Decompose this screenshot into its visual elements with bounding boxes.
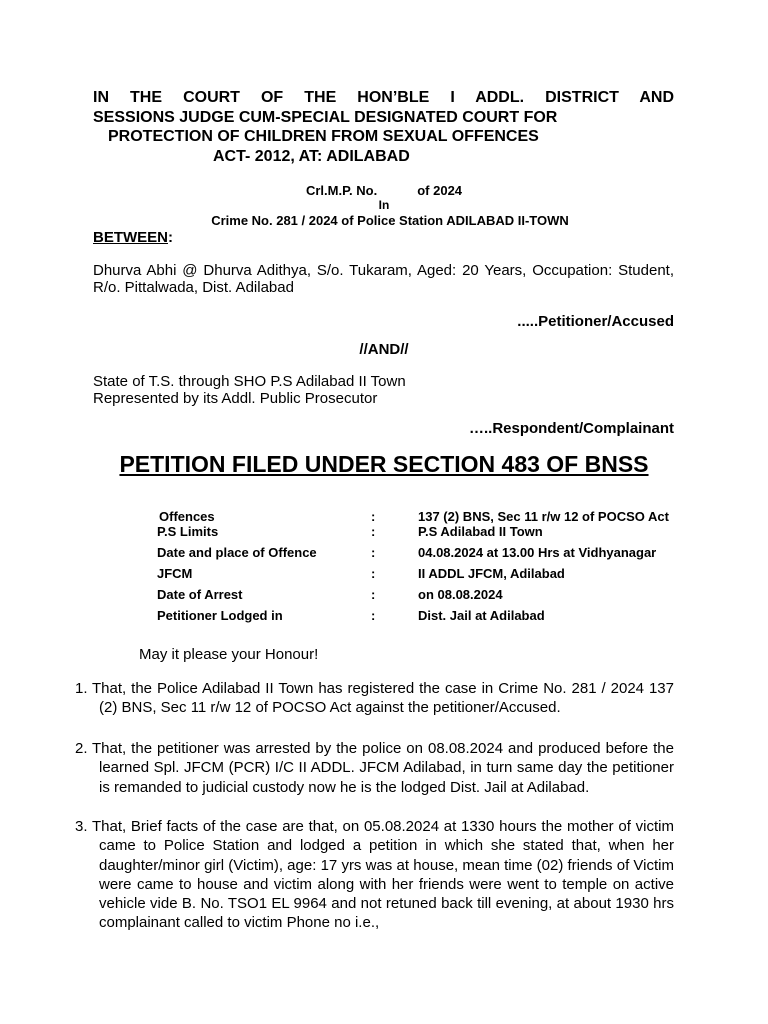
crlmp-year: of 2024	[417, 183, 463, 198]
between-heading	[93, 229, 173, 247]
between-label: BETWEEN	[93, 229, 168, 246]
respondent-line: Represented by its Addl. Public Prosecutor	[93, 390, 378, 407]
and-separator: //AND//	[359, 341, 409, 358]
details-label: JFCM	[157, 566, 193, 581]
respondent-label: …..Respondent/Complainant	[468, 420, 674, 437]
paragraph-text: That, the petitioner was arrested by the police on 08.08.2024 and produced before the learned Spl. JFCM (PCR) I/C II ADDL. JFCM Adilabad, in turn same day the petitioner is remanded to judicial custody now he is the lodged Dist. Jail at Adilabad.	[92, 740, 674, 796]
petition-heading: PETITION FILED UNDER SECTION 483 OF BNSS	[119, 451, 649, 477]
paragraph-text: That, the Police Adilabad II Town has registered the case in Crime No. 281 / 2024 137 (2) BNS, Sec 11 r/w 12 of POCSO Act against the petitioner/Accused.	[92, 680, 674, 717]
details-row-date-place	[0, 544, 768, 561]
details-value: P.S Adilabad II Town	[418, 524, 543, 539]
details-colon: :	[371, 509, 376, 524]
details-row-arrest	[0, 586, 768, 603]
case-number-line	[0, 183, 768, 198]
details-colon: :	[371, 608, 376, 623]
paragraph-text: That, Brief facts of the case are that, on 05.08.2024 at 1330 hours the mother of victim came to Police Station and lodged a petition in which she stated that, when her daughter/minor girl (Victim), age: 17 yrs was at house, mean time (02) friends of Victim were came to house and victim along with her friends were went to temple on active vehicle vide B. No. TSO1 EL 9964 and not retuned back till evening, at about 1930 hrs complainant called to victim Phone no i.e.,	[92, 818, 674, 932]
details-value: on 08.08.2024	[418, 587, 503, 602]
crlmp-prefix: Crl.M.P. No.	[305, 183, 378, 198]
numbered-paragraph	[75, 739, 674, 797]
details-label: Date of Arrest	[157, 587, 243, 602]
details-colon: :	[371, 545, 376, 560]
details-value: 04.08.2024 at 13.00 Hrs at Vidhyanagar	[418, 545, 657, 560]
details-value: Dist. Jail at Adilabad	[418, 608, 545, 623]
paragraph-number: 2.	[75, 740, 88, 757]
court-title-line: IN THE COURT OF THE HON’BLE I ADDL. DISTRICT AND	[93, 89, 674, 106]
paragraph-number: 3.	[75, 818, 88, 835]
court-title-line: SESSIONS JUDGE CUM-SPECIAL DESIGNATED COURT FOR	[93, 108, 558, 126]
details-label: Date and place of Offence	[157, 545, 317, 560]
details-value: 137 (2) BNS, Sec 11 r/w 12 of POCSO Act	[418, 509, 669, 524]
respondent-line: State of T.S. through SHO P.S Adilabad II Town	[93, 373, 406, 390]
details-colon: :	[371, 524, 376, 539]
details-label: Offences	[159, 509, 215, 524]
court-title-line: ACT- 2012, AT: ADILABAD	[213, 147, 410, 165]
crime-number-line: Crime No. 281 / 2024 of Police Station ADILABAD II-TOWN	[211, 213, 569, 228]
petitioner-details: Dhurva Abhi @ Dhurva Adithya, S/o. Tukaram, Aged: 20 Years, Occupation: Student, R/o. Pittalwada, Dist. Adilabad	[93, 262, 674, 296]
numbered-paragraph	[75, 679, 674, 718]
details-label: P.S Limits	[157, 524, 219, 539]
greeting: May it please your Honour!	[139, 646, 319, 663]
between-colon: :	[168, 229, 173, 246]
respondent-details	[93, 373, 406, 407]
in-label: In	[378, 198, 390, 212]
court-title-line: PROTECTION OF CHILDREN FROM SEXUAL OFFENCES	[108, 128, 539, 145]
details-label: Petitioner Lodged in	[157, 608, 283, 623]
court-title	[93, 88, 674, 166]
details-row-lodged	[0, 607, 768, 624]
details-row-jfcm	[0, 565, 768, 582]
details-row-ps-limits	[0, 523, 768, 540]
numbered-paragraph	[75, 817, 674, 933]
details-colon: :	[371, 566, 376, 581]
details-value: II ADDL JFCM, Adilabad	[418, 566, 565, 581]
petitioner-label: .....Petitioner/Accused	[517, 313, 674, 330]
paragraph-number: 1.	[75, 680, 88, 697]
details-colon: :	[371, 587, 376, 602]
